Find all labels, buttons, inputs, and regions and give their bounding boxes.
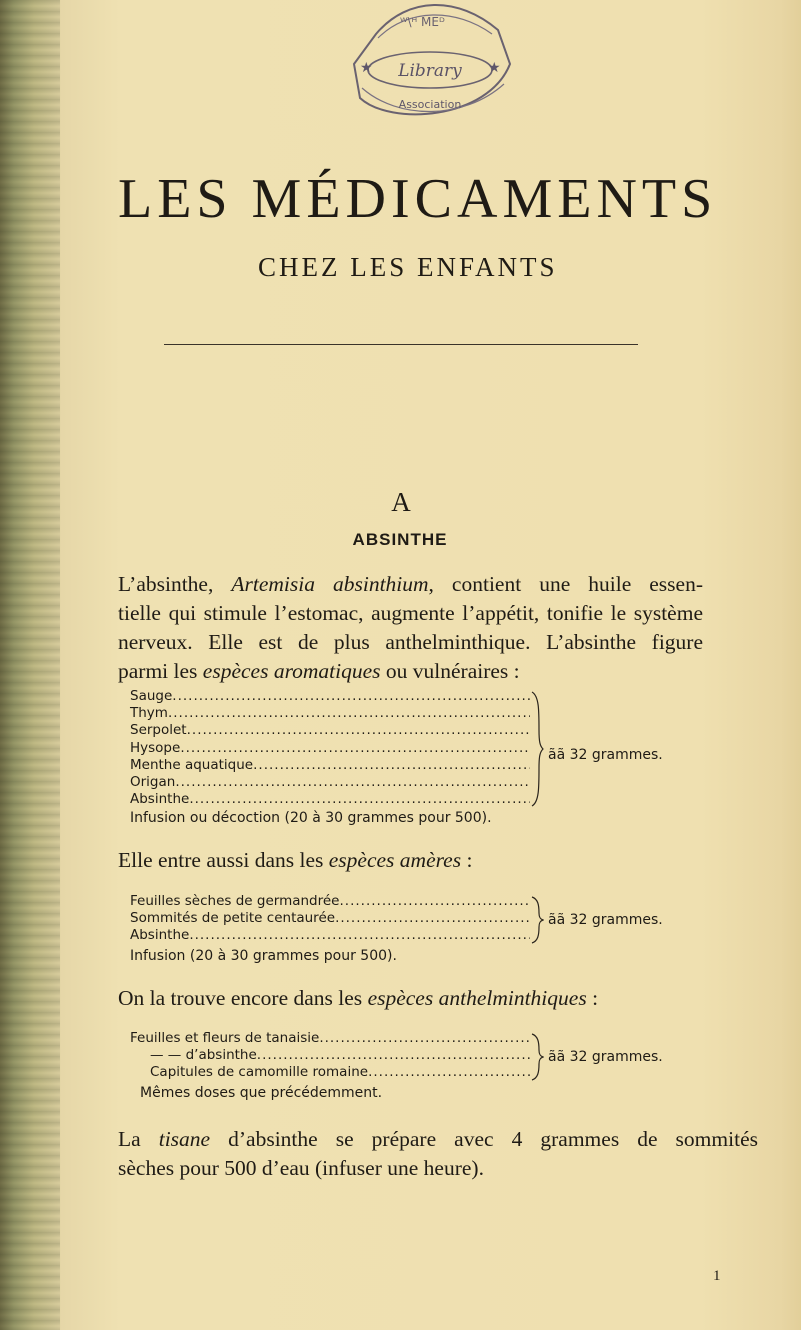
list2-dose: ãã 32 grammes.: [548, 912, 663, 928]
svg-text:★: ★: [360, 60, 373, 76]
intro-line-3: nerveux. Elle est de plus anthelminthique. L’absinthe figure: [118, 630, 703, 654]
list-item: Absinthe .....: [130, 927, 530, 944]
svg-text:★: ★: [488, 60, 501, 76]
list-item: Feuilles sèches de germandrée .....: [130, 893, 530, 910]
list-item: Hysope .....: [130, 740, 530, 757]
page-number: 1: [713, 1268, 721, 1284]
list-item: Thym .....: [130, 705, 530, 722]
list1-dose: ãã 32 grammes.: [548, 747, 663, 763]
list3-note: Mêmes doses que précédemment.: [140, 1085, 383, 1101]
list2-brace: [530, 895, 544, 945]
list3-dose: ãã 32 grammes.: [548, 1049, 663, 1065]
page-subtitle: CHEZ LES ENFANTS: [258, 252, 558, 282]
section-title: ABSINTHE: [352, 530, 448, 549]
list-item: Capitules de camomille romaine .....: [130, 1064, 530, 1081]
intro-line-4: parmi les espèces aromatiques ou vulnéraires :: [118, 659, 520, 683]
page-title: LES MÉDICAMENTS: [118, 168, 718, 230]
anthelmintic-species-paragraph: On la trouve encore dans les espèces anthelminthiques :: [118, 986, 599, 1010]
stamp-bottom-text: Association: [398, 98, 462, 111]
list-item: Absinthe .....: [130, 791, 530, 808]
bitter-species-list: [130, 893, 530, 945]
list-item: Feuilles et fleurs de tanaisie .....: [130, 1030, 530, 1047]
aromatic-species-list: [130, 688, 530, 808]
list1-note: Infusion ou décoction (20 à 30 grammes pour 500).: [130, 810, 492, 826]
list-item: Origan .....: [130, 774, 530, 791]
intro-paragraph: [118, 570, 703, 686]
title-divider: [164, 344, 638, 345]
anthelmintic-species-list: [130, 1030, 530, 1082]
list-item: — — d’absinthe .....: [130, 1047, 530, 1064]
section-letter: A: [391, 487, 411, 517]
library-stamp: [338, 2, 520, 128]
bitter-species-paragraph: Elle entre aussi dans les espèces amères :: [118, 848, 473, 872]
list2-note: Infusion (20 à 30 grammes pour 500).: [130, 948, 397, 964]
list3-brace: [530, 1032, 544, 1082]
closing-line-2: sèches pour 500 d’eau (infuser une heure).: [118, 1156, 484, 1180]
intro-line-2: tielle qui stimule l’estomac, augmente l’appétit, tonifie le système: [118, 601, 703, 625]
list1-brace: [530, 690, 544, 808]
list-item: Menthe aquatique .....: [130, 757, 530, 774]
stamp-center-text: Library: [398, 61, 462, 81]
closing-paragraph: [118, 1125, 758, 1183]
closing-line-1: La tisane d’absinthe se prépare avec 4 grammes de sommités: [118, 1127, 758, 1151]
intro-line-1: L’absinthe, Artemisia absinthium, contient une huile essen-: [118, 572, 703, 596]
list-item: Serpolet .....: [130, 722, 530, 739]
list-item: Sommités de petite centaurée .....: [130, 910, 530, 927]
stamp-top-text: ᵂ\ᴴ MEᴰ: [400, 15, 445, 29]
list-item: Sauge .....: [130, 688, 530, 705]
